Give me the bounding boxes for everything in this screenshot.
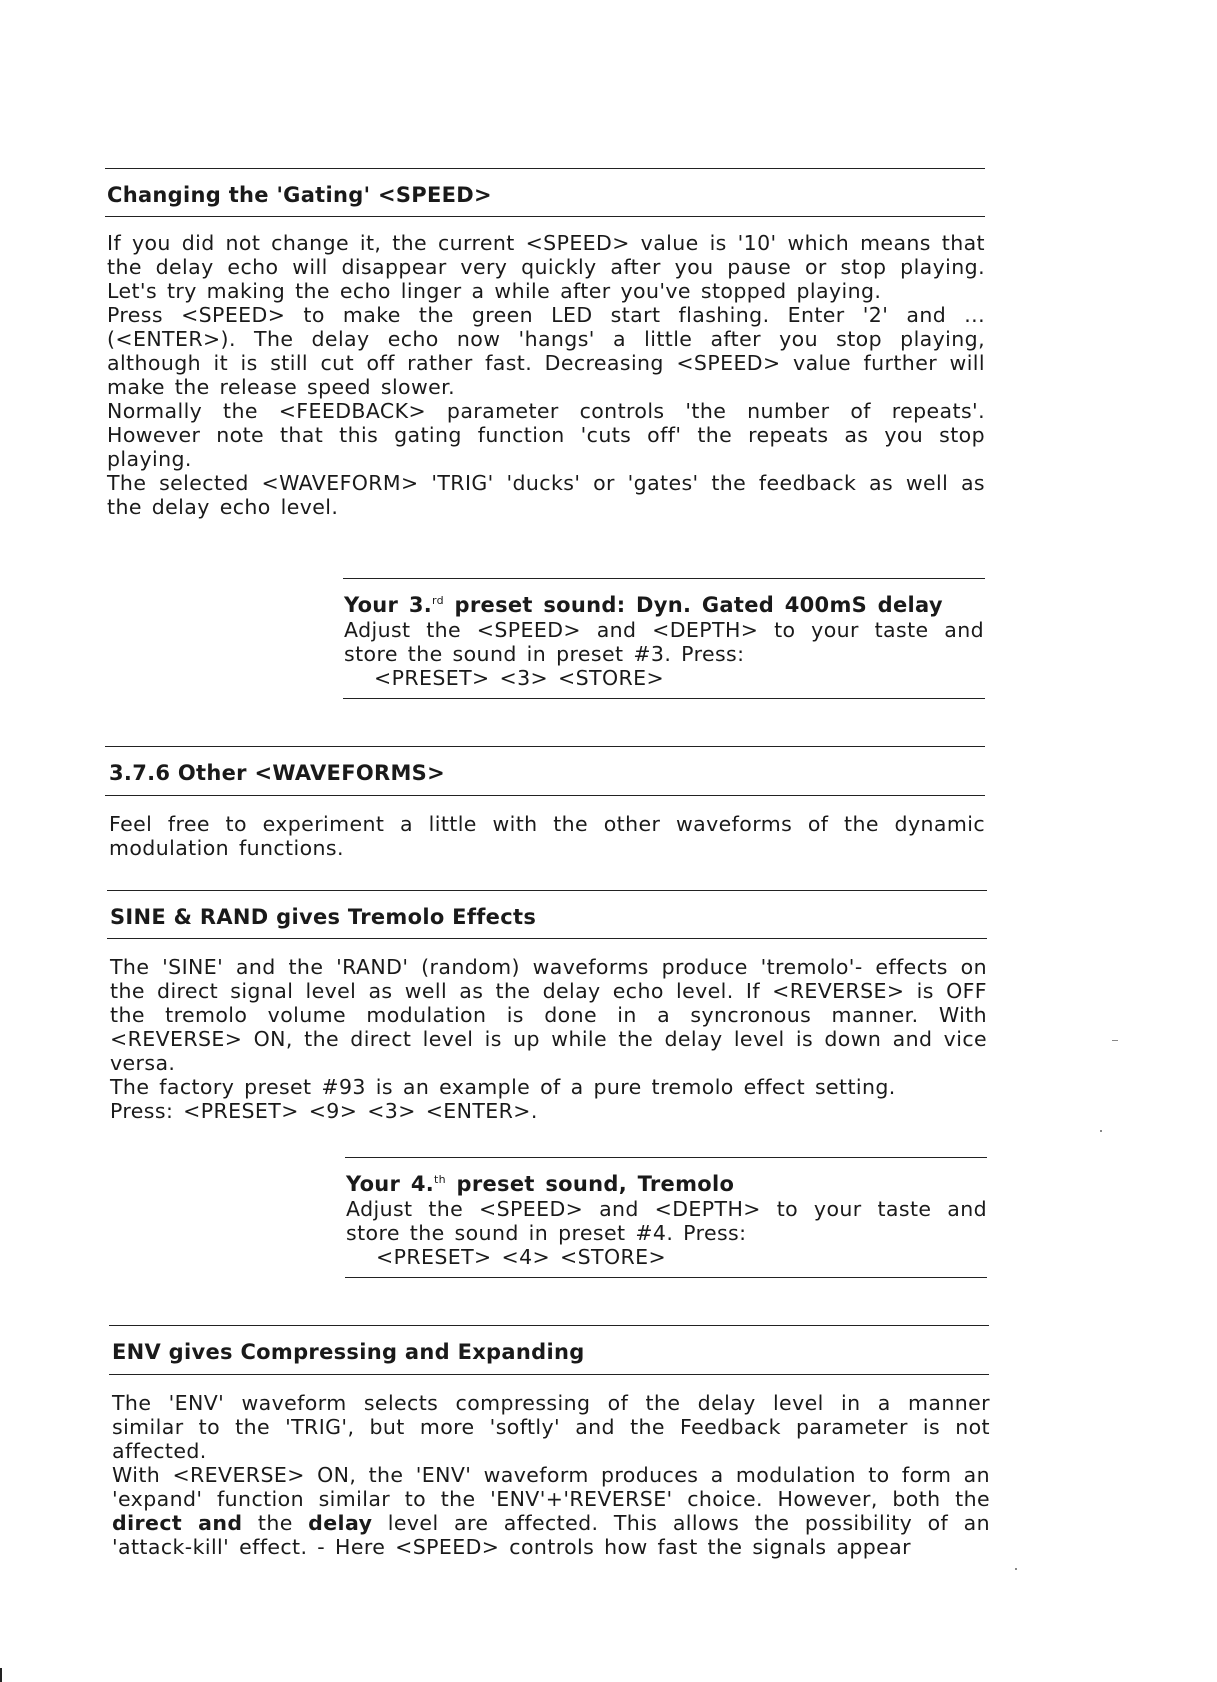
gating-body [107,231,985,519]
waveforms-body [109,812,985,860]
section-heading-sine: SINE & RAND gives Tremolo Effects [110,905,537,929]
sine-paragraph-2: The factory preset #93 is an example of a pure tremolo effect setting. [110,1075,896,1099]
env-body [112,1391,990,1559]
rule-top-sine [107,890,987,891]
env-paragraph-1: The 'ENV' waveform selects compressing of the delay level in a manner similar to the 'TRIG', but more 'softly' and the Feedback parameter is not affected. [112,1391,990,1463]
section-heading-waveforms: 3.7.6 Other <WAVEFORMS> [109,761,445,785]
gating-paragraph-3: Normally the <FEEDBACK> parameter controls 'the number of repeats'. However note that this gating function 'cuts off' the repeats as you stop playing. [107,399,985,471]
rule-top-waveforms [105,746,985,747]
preset3-key-sequence: <PRESET> <3> <STORE> [374,666,665,690]
section-heading-gating: Changing the 'Gating' <SPEED> [107,183,492,207]
preset4-box [346,1167,987,1269]
rule-bottom-preset4 [345,1277,987,1278]
gating-paragraph-2: Press <SPEED> to make the green LED start flashing. Enter '2' and ... (<ENTER>). The delay echo now 'hangs' a little after you stop playing, although it is still cut off rather fast. Decreasing <SPEED> value further will make the release speed slower. [107,303,985,399]
section-heading-env: ENV gives Compressing and Expanding [112,1340,585,1364]
preset4-instructions: Adjust the <SPEED> and <DEPTH> to your taste and store the sound in preset #4. Press: [346,1197,987,1245]
rule-top-gating [105,168,985,169]
preset3-title: Your 3.$^{rd}$ preset sound: Dyn. Gated 400mS delay [344,593,943,617]
preset4-key-sequence: <PRESET> <4> <STORE> [376,1245,667,1269]
scan-speck [0,1668,2,1682]
rule-bottom-preset3 [343,698,985,699]
sine-paragraph-1: The 'SINE' and the 'RAND' (random) waveforms produce 'tremolo'- effects on the direct signal level as well as the delay echo level. If <REVERSE> is OFF the tremolo volume modulation is done in a syncronous manner. With <REVERSE> ON, the direct level is up while the delay level is down and vice versa. [110,955,987,1075]
rule-bottom-sine [107,938,987,939]
preset4-title: Your 4.$^{th}$ preset sound, Tremolo [346,1172,735,1196]
rule-bottom-waveforms [105,795,985,796]
waveforms-paragraph-1: Feel free to experiment a little with the other waveforms of the dynamic modulation functions. [109,812,985,860]
gating-paragraph-4: The selected <WAVEFORM> 'TRIG' 'ducks' or 'gates' the feedback as well as the delay echo level. [107,471,985,519]
rule-bottom-gating [105,216,985,217]
rule-bottom-env [109,1374,989,1375]
rule-top-preset4 [345,1157,987,1158]
scan-speck [1015,1568,1017,1570]
preset3-box [344,588,984,690]
preset3-instructions: Adjust the <SPEED> and <DEPTH> to your taste and store the sound in preset #3. Press: [344,618,984,666]
gating-paragraph-1: If you did not change it, the current <SPEED> value is '10' which means that the delay echo will disappear very quickly after you pause or stop playing. Let's try making the echo linger a while after you've stopped playing. [107,231,985,303]
scan-speck [1112,1040,1118,1041]
rule-top-env [109,1325,989,1326]
env-paragraph-2: With <REVERSE> ON, the 'ENV' waveform produces a modulation to form an 'expand' function similar to the 'ENV'+'REVERSE' choice. However, both the direct and the delay level are affected. This allows the possibility of an 'attack-kill' effect. - Here <SPEED> controls how fast the signals appear [112,1463,990,1559]
rule-top-preset3 [343,578,985,579]
scan-speck [1100,1130,1102,1132]
sine-paragraph-3: Press: <PRESET> <9> <3> <ENTER>. [110,1099,538,1123]
sine-body [110,955,987,1123]
